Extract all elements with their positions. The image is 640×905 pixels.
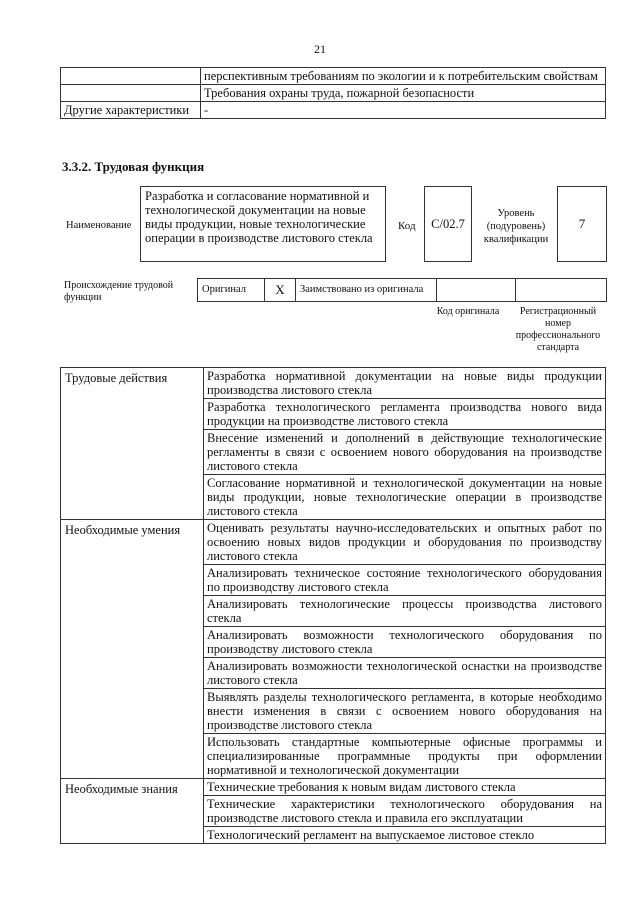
group-label: Трудовые действия [61,368,204,520]
table-row [61,85,606,102]
table-cell-text: - [201,102,606,119]
continuation-table [60,67,606,119]
function-name: Разработка и согласование нормативной и технологической документации на новые виды продукции, новые технологические операции в производстве листового стекла [140,186,386,262]
table-row [61,520,606,565]
list-item: Использовать стандартные компьютерные офисные программы и специализированные программные продукты при оформлении нормативной и технологической документации [204,734,606,779]
origin-label: Происхождение трудовой функции [64,280,174,303]
list-item: Разработка технологического регламента производства нового вида продукции на производстве листового стекла [204,399,606,430]
original-label: Оригинал [198,279,265,302]
level-label: Уровень (подуровень) квалификации [483,208,549,245]
original-mark: X [265,279,296,302]
table-row [61,779,606,796]
qualification-level: 7 [557,186,607,262]
list-item: Внесение изменений и дополнений в действующие технологические регламенты в связи с освоением нового оборудования на производстве листового стекла [204,430,606,475]
list-item: Анализировать техническое состояние технологического оборудования по производству листового стекла [204,565,606,596]
code-label: Код [398,220,416,232]
group-label: Необходимые знания [61,779,204,844]
function-code: С/02.7 [424,186,472,262]
list-item: Анализировать возможности технологической оснастки на производстве листового стекла [204,658,606,689]
reg-number-cell [516,279,607,302]
list-item: Технологический регламент на выпускаемое листовое стекло [204,827,606,844]
reg-number-label: Регистрационный номер профессионального стандарта [515,306,601,353]
table-row [61,68,606,85]
list-item: Оценивать результаты научно-исследовательских и опытных работ по освоению новых видов продукции и оборудования по производству листового стекла [204,520,606,565]
list-item: Разработка нормативной документации на новые виды продукции производства листового стекла [204,368,606,399]
page-number: 21 [314,42,326,56]
function-details-body [61,368,606,844]
origin-table [197,278,607,302]
borrowed-label: Заимствовано из оригинала [296,279,437,302]
list-item: Согласование нормативной и технологической документации на новые виды продукции, новые технологические операции в производстве листового стекла [204,475,606,520]
table-cell-label: Другие характеристики [61,102,201,119]
function-details-table [60,367,606,844]
table-row [198,279,607,302]
list-item: Выявлять разделы технологического регламента, в которые необходимо внести изменения в связи с освоением нового оборудования на производстве листового стекла [204,689,606,734]
list-item: Технические характеристики технологического оборудования на производстве листового стекла и правила его эксплуатации [204,796,606,827]
table-row [61,102,606,119]
table-cell-label [61,85,201,102]
list-item: Анализировать технологические процессы производства листового стекла [204,596,606,627]
list-item: Технические требования к новым видам листового стекла [204,779,606,796]
code-original-cell [437,279,516,302]
table-cell-text: перспективным требованиям по экологии и к потребительским свойствам [201,68,606,85]
code-original-label: Код оригинала [436,306,500,317]
group-label: Необходимые умения [61,520,204,779]
section-title: 3.3.2. Трудовая функция [62,159,205,174]
table-row [61,368,606,399]
list-item: Анализировать возможности технологического оборудования по производству листового стекла [204,627,606,658]
table-cell-text: Требования охраны труда, пожарной безопасности [201,85,606,102]
table-cell-label [61,68,201,85]
name-label: Наименование [66,220,132,231]
